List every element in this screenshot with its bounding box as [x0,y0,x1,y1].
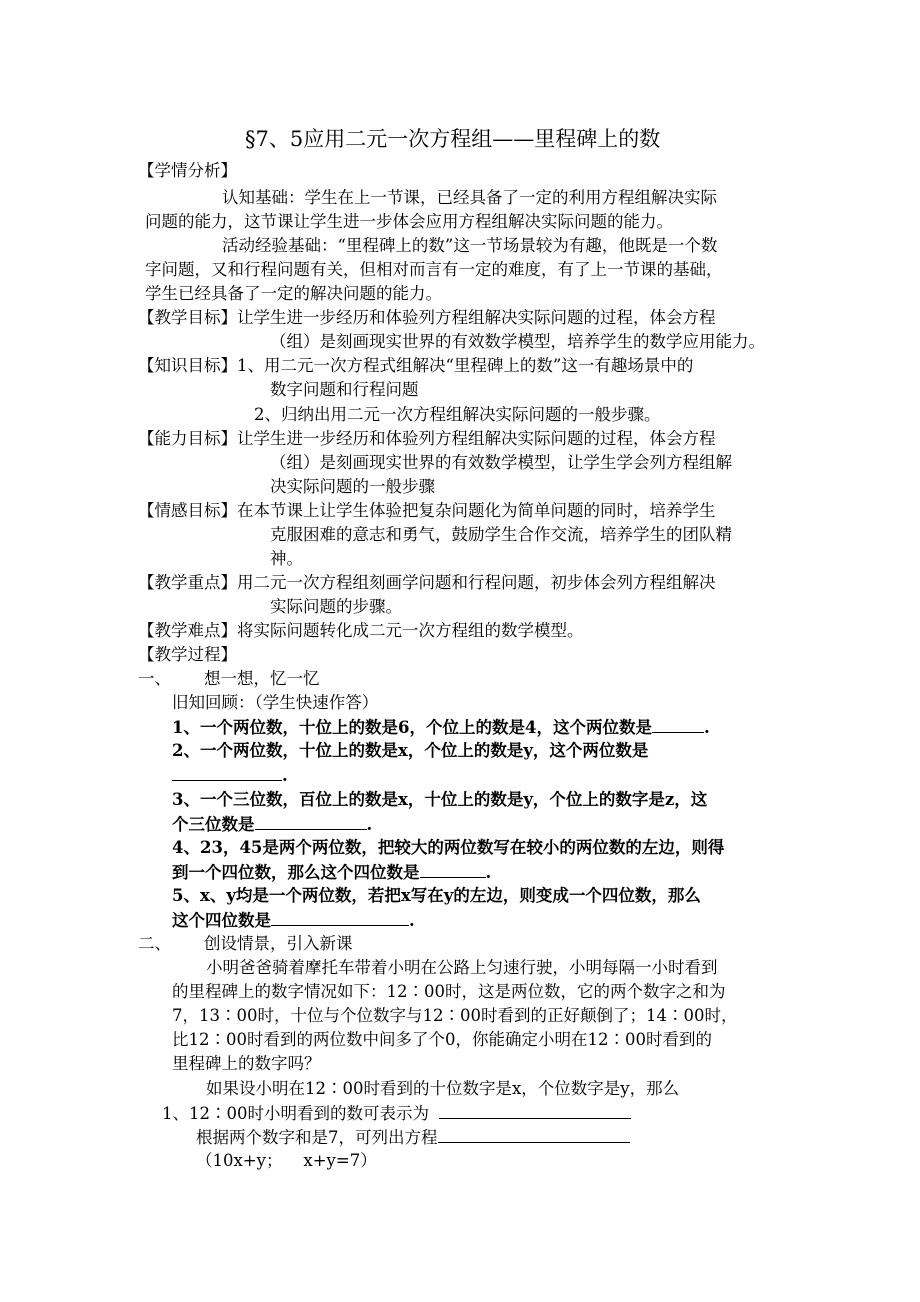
ability-goal-line: 决实际问题的一般步骤 [270,477,435,496]
answer-blank[interactable] [439,1102,631,1119]
question-end: . [485,863,492,882]
heading-learning-analysis: 【学情分析】 [138,161,237,180]
section2-title: 创设情景，引入新课 [204,934,353,953]
question-5-answer [172,909,415,932]
paragraph-line: 认知基础：学生在上一节课，已经具备了一定的利用方程组解决实际 [222,188,717,207]
answer-blank[interactable] [271,909,409,926]
question-2-text: 2、一个两位数，十位上的数是x，个位上的数是y，这个两位数是 [172,741,649,760]
item-2 [196,1126,630,1149]
story-line: 小明爸爸骑着摩托车带着小明在公路上匀速行驶，小明每隔一小时看到 [206,958,718,977]
process-heading: 【教学过程】 [138,645,237,664]
paragraph-line: 学生已经具备了一定的解决问题的能力。 [145,284,442,303]
answer-blank[interactable] [438,1126,630,1143]
question-2 [172,740,648,762]
key-point-line: 【教学重点】用二元一次方程组刻画学问题和行程问题，初步体会列方程组解决 [138,573,716,592]
question-4-answer [172,861,491,884]
question-5-text: 这个四位数是 [172,911,271,930]
answer-blank[interactable] [652,716,704,733]
emotion-goal-line: 【情感目标】在本节课上让学生体验把复杂问题化为简单问题的同时，培养学生 [138,501,716,520]
question-end: . [703,718,710,737]
item-1 [162,1102,631,1125]
section2-number: 二、 [138,934,171,953]
key-point-line: 实际问题的步骤。 [270,597,402,616]
story-line: 里程碑上的数字吗？ [172,1054,321,1073]
section1-number: 一、 [138,669,171,688]
question-2-answer [172,764,288,787]
question-end: . [366,815,373,834]
knowledge-goal-line: 【知识目标】1、用二元一次方程式组解决“里程碑上的数”这一有趣场景中的 [138,356,694,375]
story-line: 7，13∶00时，十位与个位数字与12∶00时看到的正好颠倒了；14∶00时， [172,1006,738,1025]
question-end: . [282,766,288,785]
question-5: 5、x、y均是一个两位数，若把x写在y的左边，则变成一个四位数，那么 [172,886,701,905]
story-line: 比12∶00时看到的两位数中间多了个0，你能确定小明在12∶00时看到的 [172,1030,712,1049]
teaching-goal-line: 【教学目标】让学生进一步经历和体验列方程组解决实际问题的过程，体会方程 [138,308,716,327]
item-1-text: 1、12∶00时小明看到的数可表示为 [162,1104,429,1123]
knowledge-goal-line: 2、归纳出用二元一次方程组解决实际问题的一般步骤。 [254,405,661,424]
teaching-goal-line: （组）是刻画现实世界的有效数学模型，培养学生的数学应用能力。 [270,332,765,351]
difficulty-line: 【教学难点】将实际问题转化成二元一次方程组的数学模型。 [138,621,584,640]
question-1-text: 1、一个两位数，十位上的数是6，个位上的数是4，这个两位数是 [172,718,652,737]
section1-title: 想一想，忆一忆 [204,669,320,688]
paragraph-line: 问题的能力，这节课让学生进一步体会应用方程组解决实际问题的能力。 [145,212,673,231]
question-4-text: 到一个四位数，那么这个四位数是 [172,863,420,882]
paragraph-line: 字问题，又和行程问题有关，但相对而言有一定的难度，有了上一节课的基础， [145,260,723,279]
question-3: 3、一个三位数，百位上的数是x，十位上的数是y，个位上的数字是z，这 [172,790,708,809]
question-4: 4、23，45是两个两位数，把较大的两位数写在较小的两位数的左边，则得 [172,838,725,857]
question-end: . [409,911,415,930]
ability-goal-line: 【能力目标】让学生进一步经历和体验列方程组解决实际问题的过程，体会方程 [138,429,716,448]
emotion-goal-line: 克服困难的意志和勇气，鼓励学生合作交流，培养学生的团队精 [270,525,732,544]
answer-blank[interactable] [255,813,367,830]
answer-blank[interactable] [420,861,486,878]
emotion-goal-line: 神。 [270,549,303,568]
question-3-answer [172,813,372,836]
knowledge-goal-line: 数字问题和行程问题 [270,380,419,399]
ability-goal-line: （组）是刻画现实世界的有效数学模型，让学生学会列方程组解 [270,453,732,472]
item-2-text: 根据两个数字和是7，可列出方程 [196,1128,438,1147]
answer-line: （10x+y； x+y=7） [196,1151,377,1170]
paragraph-line: 活动经验基础：“里程碑上的数”这一节场景较为有趣，他既是一个数 [222,236,718,255]
answer-blank[interactable] [172,764,282,781]
review-line: 旧知回顾：（学生快速作答） [172,693,379,712]
question-3-text: 个三位数是 [172,815,255,834]
document-title: §7、5应用二元一次方程组——里程碑上的数 [245,127,661,151]
assumption-line: 如果设小明在12∶00时看到的十位数字是x，个位数字是y，那么 [206,1079,680,1098]
story-line: 的里程碑上的数字情况如下：12∶00时，这是两位数，它的两个数字之和为 [172,982,726,1001]
question-1 [172,716,710,739]
